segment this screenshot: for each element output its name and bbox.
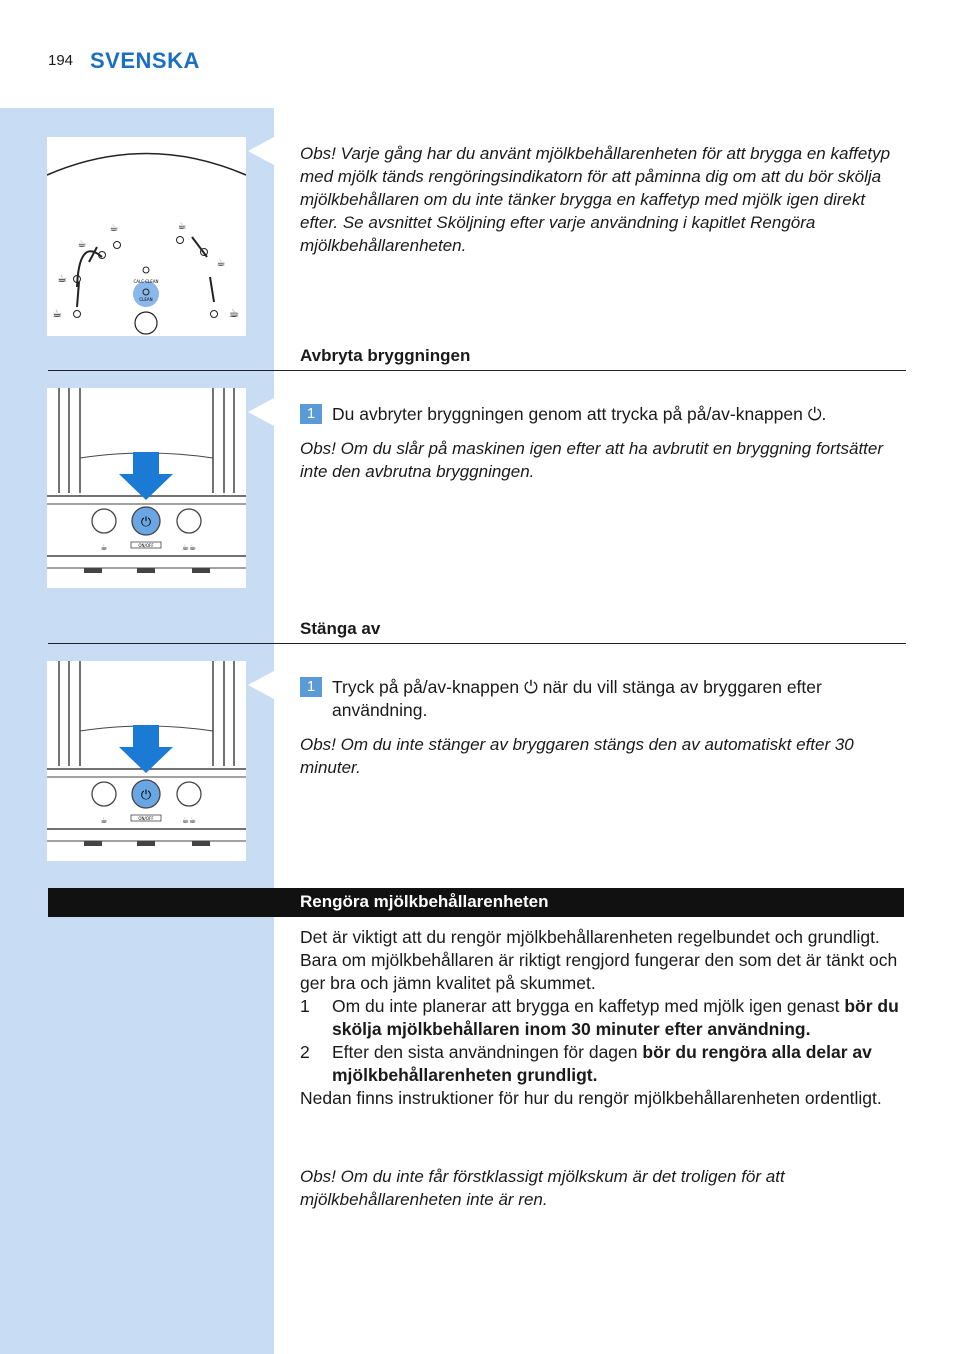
svg-text:☕: ☕ <box>100 816 108 825</box>
section-rule <box>48 643 906 644</box>
onoff-label-2: ON/OFF <box>138 816 154 821</box>
heading-clean-milk-unit: Rengöra mjölkbehållarenheten <box>300 892 549 911</box>
list-text-bold: bör du skölja mjölkbehållaren inom 30 minuter efter användning. <box>332 996 899 1039</box>
machine-front-illustration <box>47 661 246 861</box>
section-rule <box>48 370 906 371</box>
svg-text:☕: ☕ <box>177 221 187 232</box>
illustration-pointer <box>248 137 274 165</box>
svg-text:☕: ☕ <box>52 308 62 320</box>
svg-text:☕: ☕ <box>100 543 108 552</box>
panel-label-clean: CLEAN <box>139 297 153 302</box>
svg-text:☕☕: ☕☕ <box>181 816 197 825</box>
list-number: 1 <box>300 996 310 1016</box>
language-title: SVENSKA <box>90 48 200 73</box>
note-milk-cleaning: Obs! Varje gång har du använt mjölkbehållarenheten för att brygga en kaffetyp med mjölk tänds rengöringsindikatorn för att påminna dig om att du bör skölja mjölkbehållaren om du inte tänker brygga en kaffetyp med mjölk igen direkt efter. Se avsnittet Sköljning efter varje användning i kapitlet Rengöra mjölkbehållarenheten. <box>300 144 891 255</box>
svg-text:☕: ☕ <box>77 239 87 250</box>
note-clean: Obs! Om du inte får förstklassigt mjölkskum är det troligen för att mjölkbehållarenheten inte är ren. <box>300 1167 785 1209</box>
illustration-pointer <box>248 671 274 699</box>
control-panel-illustration <box>47 137 246 336</box>
illustration-pointer <box>248 398 274 426</box>
step-text: Tryck på på/av-knappen ⏻ när du vill stänga av bryggaren efter användning. <box>332 677 822 720</box>
onoff-label-1: ON/OFF <box>138 543 154 548</box>
svg-text:☕: ☕ <box>216 258 226 269</box>
step-text: Du avbryter bryggningen genom att trycka på på/av-knappen ⏻. <box>332 404 827 424</box>
list-number: 2 <box>300 1042 310 1062</box>
machine-front-illustration <box>47 388 246 588</box>
heading-switch-off: Stänga av <box>300 619 381 638</box>
svg-text:☕☕: ☕☕ <box>181 543 197 552</box>
list-item <box>300 995 910 1041</box>
svg-text:☕: ☕ <box>57 273 67 285</box>
list-text: Om du inte planerar att brygga en kaffetyp med mjölk igen genast <box>332 996 845 1016</box>
note-switch-off: Obs! Om du inte stänger av bryggaren stängs den av automatiskt efter 30 minuter. <box>300 735 854 777</box>
step-number-badge: 1 <box>300 677 322 697</box>
step-number-badge: 1 <box>300 404 322 424</box>
svg-text:☕: ☕ <box>228 306 240 320</box>
list-text-bold: bör du rengöra alla delar av mjölkbehållarenheten grundligt. <box>332 1042 872 1085</box>
list-text: Efter den sista användningen för dagen <box>332 1042 643 1062</box>
panel-label-calc-clean: CALC CLEAN <box>133 279 159 284</box>
svg-text:⏻: ⏻ <box>140 515 152 530</box>
svg-text:⏻: ⏻ <box>140 788 152 803</box>
clean-intro: Det är viktigt att du rengör mjölkbehållarenheten regelbundet och grundligt. Bara om mjölkbehållaren är riktigt rengjord fungerar den som det är tänkt och ger bra och jämn kvalitet på skummet. <box>300 927 898 993</box>
list-item <box>300 1041 910 1087</box>
svg-text:☕: ☕ <box>109 223 119 234</box>
clean-body <box>300 926 910 1110</box>
clean-outro: Nedan finns instruktioner för hur du rengör mjölkbehållarenheten ordentligt. <box>300 1088 882 1108</box>
step-switch-off <box>300 676 906 722</box>
step-interrupt <box>300 403 906 426</box>
heading-interrupt: Avbryta bryggningen <box>300 346 471 365</box>
page-number: 194 <box>48 52 74 69</box>
note-interrupt: Obs! Om du slår på maskinen igen efter att ha avbrutit en bryggning fortsätter inte den avbrutna bryggningen. <box>300 439 884 481</box>
